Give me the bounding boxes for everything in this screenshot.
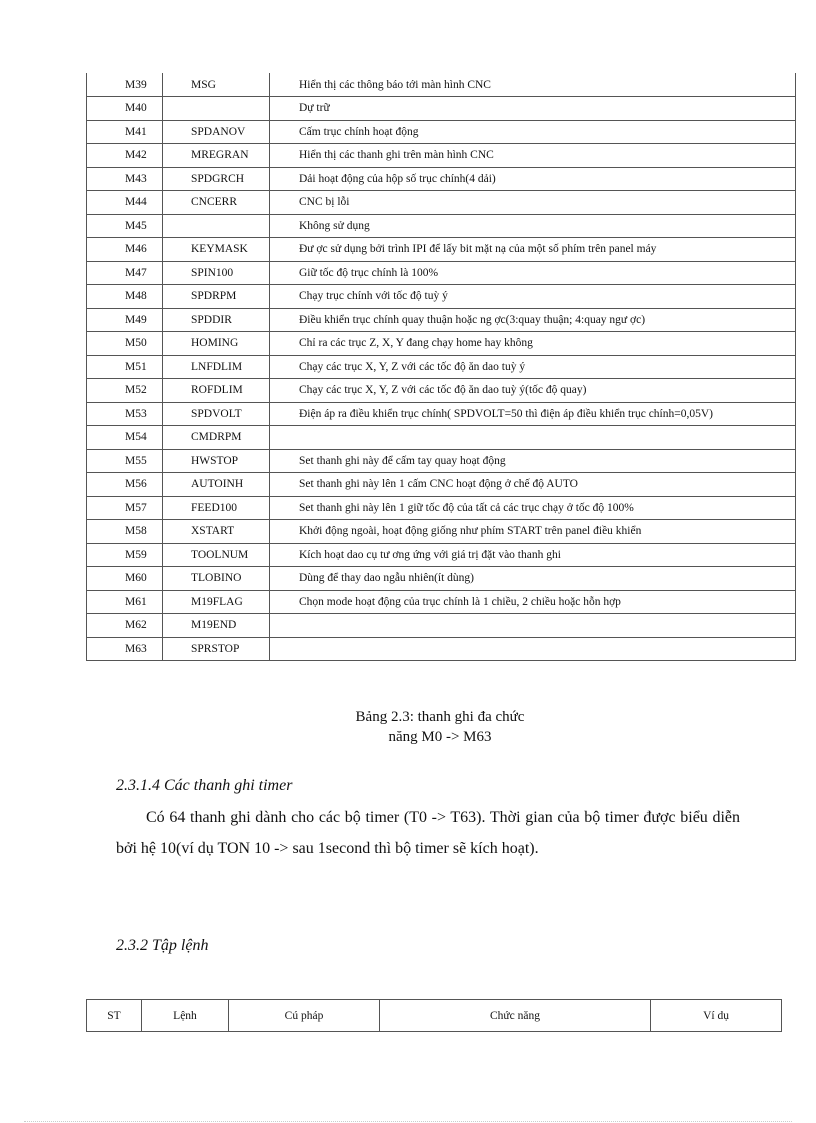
register-table	[86, 73, 796, 661]
register-desc-cell: Chạy các trục X, Y, Z với các tốc độ ăn dao tuỳ ý	[270, 355, 796, 379]
header-cell-command: Lệnh	[142, 1000, 229, 1032]
register-name-cell: SPRSTOP	[163, 637, 270, 661]
register-desc-cell: Điện áp ra điều khiển trục chính( SPDVOLT=50 thì điện áp điều khiển trục chính=0,05V)	[270, 402, 796, 426]
register-name-cell: HOMING	[163, 332, 270, 356]
register-desc-cell: Chạy trục chính với tốc độ tuỳ ý	[270, 285, 796, 309]
register-code-cell: M59	[87, 543, 163, 567]
table-row	[87, 614, 796, 638]
register-desc-cell: Đư ợc sử dụng bởi trình IPI để lấy bit mặt nạ của một số phím trên panel máy	[270, 238, 796, 262]
section-heading-timer: 2.3.1.4 Các thanh ghi timer	[116, 777, 293, 794]
table-row	[87, 590, 796, 614]
register-desc-cell: Set thanh ghi này để cấm tay quay hoạt động	[270, 449, 796, 473]
table-row	[87, 191, 796, 215]
register-code-cell: M50	[87, 332, 163, 356]
register-code-cell: M49	[87, 308, 163, 332]
register-code-cell: M47	[87, 261, 163, 285]
header-cell-syntax: Cú pháp	[229, 1000, 380, 1032]
register-code-cell: M57	[87, 496, 163, 520]
table-row	[87, 332, 796, 356]
register-name-cell: CMDRPM	[163, 426, 270, 450]
register-code-cell: M62	[87, 614, 163, 638]
register-desc-cell: Set thanh ghi này lên 1 cấm CNC hoạt động ở chế độ AUTO	[270, 473, 796, 497]
register-desc-cell: Chỉ ra các trục Z, X, Y đang chạy home hay không	[270, 332, 796, 356]
register-code-cell: M48	[87, 285, 163, 309]
register-name-cell: AUTOINH	[163, 473, 270, 497]
table-row	[87, 520, 796, 544]
register-name-cell	[163, 97, 270, 121]
register-code-cell: M55	[87, 449, 163, 473]
register-desc-cell: Dự trữ	[270, 97, 796, 121]
table-row	[87, 567, 796, 591]
table-row	[87, 73, 796, 97]
register-desc-cell: Cấm trục chính hoạt động	[270, 120, 796, 144]
register-code-cell: M60	[87, 567, 163, 591]
register-desc-cell: Chọn mode hoạt động của trục chính là 1 chiều, 2 chiều hoặc hỗn hợp	[270, 590, 796, 614]
register-desc-cell	[270, 637, 796, 661]
register-name-cell: TLOBINO	[163, 567, 270, 591]
register-code-cell: M44	[87, 191, 163, 215]
register-name-cell: SPDDIR	[163, 308, 270, 332]
register-desc-cell: Giữ tốc độ trục chính là 100%	[270, 261, 796, 285]
register-desc-cell: Hiển thị các thanh ghi trên màn hình CNC	[270, 144, 796, 168]
register-name-cell: TOOLNUM	[163, 543, 270, 567]
register-name-cell: M19FLAG	[163, 590, 270, 614]
register-code-cell: M39	[87, 73, 163, 97]
register-desc-cell: Chạy các trục X, Y, Z với các tốc độ ăn dao tuỳ ý(tốc độ quay)	[270, 379, 796, 403]
register-code-cell: M63	[87, 637, 163, 661]
register-code-cell: M51	[87, 355, 163, 379]
table-row	[87, 379, 796, 403]
header-cell-st: ST	[87, 1000, 142, 1032]
register-name-cell: HWSTOP	[163, 449, 270, 473]
section-heading-commands: 2.3.2 Tập lệnh	[116, 937, 209, 954]
table-row	[87, 402, 796, 426]
register-code-cell: M46	[87, 238, 163, 262]
register-desc-cell: Khởi động ngoài, hoạt động giống như phím START trên panel điều khiển	[270, 520, 796, 544]
register-code-cell: M40	[87, 97, 163, 121]
register-name-cell: SPIN100	[163, 261, 270, 285]
table-caption-line1: Bảng 2.3: thanh ghi đa chức	[355, 709, 525, 725]
table-row	[87, 355, 796, 379]
table-row	[87, 97, 796, 121]
table-row	[87, 285, 796, 309]
register-code-cell: M52	[87, 379, 163, 403]
register-name-cell: ROFDLIM	[163, 379, 270, 403]
header-cell-example: Ví dụ	[651, 1000, 782, 1032]
register-name-cell: XSTART	[163, 520, 270, 544]
command-table-header-row	[87, 1000, 782, 1032]
register-name-cell: CNCERR	[163, 191, 270, 215]
table-row	[87, 144, 796, 168]
register-name-cell: M19END	[163, 614, 270, 638]
table-row	[87, 496, 796, 520]
register-name-cell: KEYMASK	[163, 238, 270, 262]
table-row	[87, 426, 796, 450]
timer-paragraph	[116, 802, 740, 864]
register-name-cell	[163, 214, 270, 238]
table-row	[87, 120, 796, 144]
register-name-cell: LNFDLIM	[163, 355, 270, 379]
register-desc-cell: Điều khiển trục chính quay thuận hoặc ng ợc(3:quay thuận; 4:quay ngư ợc)	[270, 308, 796, 332]
register-code-cell: M41	[87, 120, 163, 144]
table-row	[87, 167, 796, 191]
register-desc-cell: Dải hoạt động của hộp số trục chính(4 dải)	[270, 167, 796, 191]
register-desc-cell: Hiển thị các thông báo tới màn hình CNC	[270, 73, 796, 97]
register-desc-cell: Dùng để thay dao ngẫu nhiên(ít dùng)	[270, 567, 796, 591]
register-name-cell: SPDANOV	[163, 120, 270, 144]
header-cell-function: Chức năng	[380, 1000, 651, 1032]
register-name-cell: SPDGRCH	[163, 167, 270, 191]
table-row	[87, 543, 796, 567]
register-code-cell: M53	[87, 402, 163, 426]
register-code-cell: M42	[87, 144, 163, 168]
table-row	[87, 214, 796, 238]
register-desc-cell	[270, 426, 796, 450]
table-row	[87, 473, 796, 497]
register-desc-cell	[270, 614, 796, 638]
register-code-cell: M61	[87, 590, 163, 614]
command-table	[86, 999, 782, 1032]
register-name-cell: SPDRPM	[163, 285, 270, 309]
table-row	[87, 449, 796, 473]
register-desc-cell: Kích hoạt dao cụ tư ơng ứng với giá trị đặt vào thanh ghi	[270, 543, 796, 567]
register-table-body	[87, 73, 796, 661]
table-caption-line2: năng M0 -> M63	[388, 729, 492, 744]
register-desc-cell: CNC bị lỗi	[270, 191, 796, 215]
timer-paragraph-text: Có 64 thanh ghi dành cho các bộ timer (T0 -> T63). Thời gian của bộ timer được biểu diễn bởi hệ 10(ví dụ TON 10 -> sau 1second thì bộ timer sẽ kích hoạt).	[116, 809, 740, 857]
register-name-cell: MSG	[163, 73, 270, 97]
register-code-cell: M58	[87, 520, 163, 544]
register-code-cell: M43	[87, 167, 163, 191]
register-code-cell: M45	[87, 214, 163, 238]
register-desc-cell: Set thanh ghi này lên 1 giữ tốc độ của tất cả các trục chạy ở tốc độ 100%	[270, 496, 796, 520]
register-name-cell: MREGRAN	[163, 144, 270, 168]
register-code-cell: M54	[87, 426, 163, 450]
page-footer-divider	[24, 1121, 792, 1122]
table-row	[87, 308, 796, 332]
register-name-cell: SPDVOLT	[163, 402, 270, 426]
table-row	[87, 637, 796, 661]
register-desc-cell: Không sử dụng	[270, 214, 796, 238]
table-row	[87, 261, 796, 285]
register-code-cell: M56	[87, 473, 163, 497]
register-name-cell: FEED100	[163, 496, 270, 520]
table-row	[87, 238, 796, 262]
